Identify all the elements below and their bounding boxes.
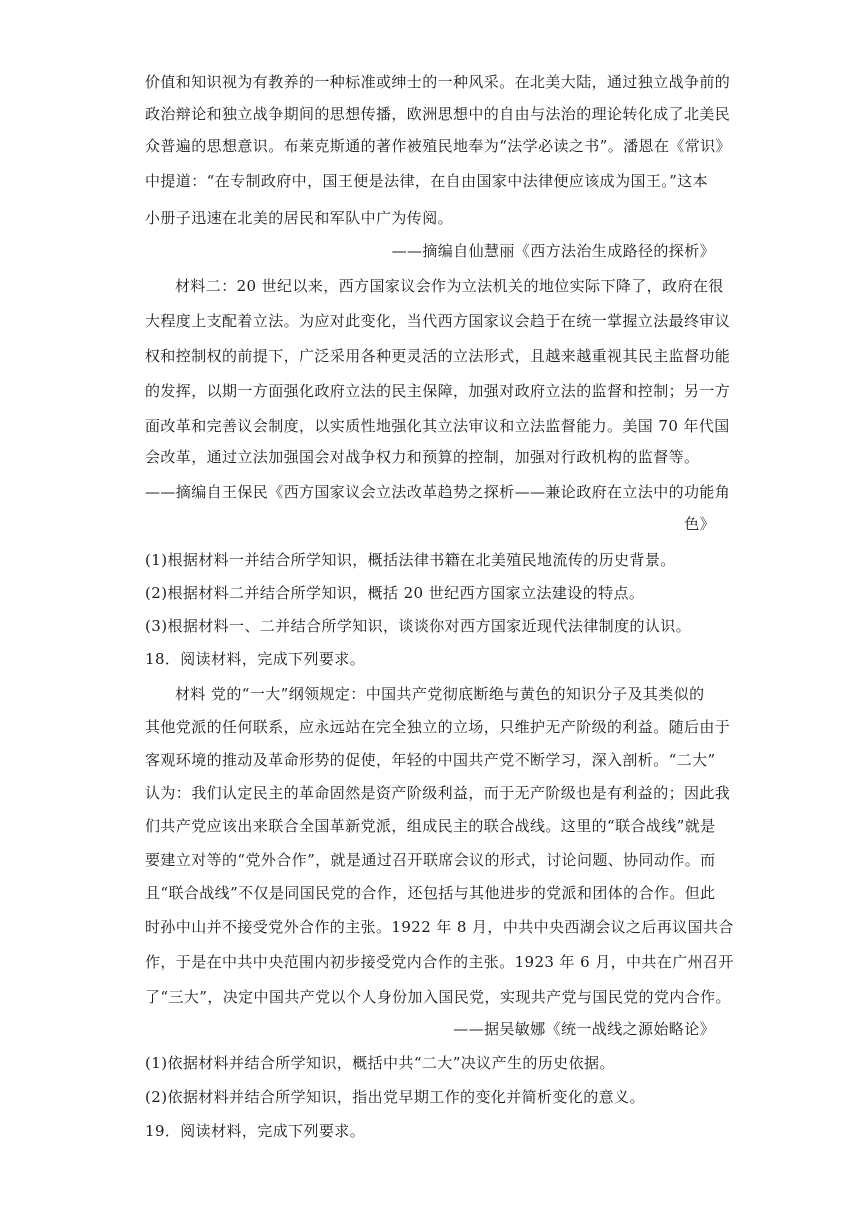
q18-material-line: 认为：我们认定民主的革命固然是资产阶级利益，而于无产阶级也是有利益的；因此我 [145, 784, 731, 802]
material2-line: 材料二：20 世纪以来，西方国家议会作为立法机关的地位实际下降了，政府在很 [175, 277, 724, 295]
question-17-2: (2)根据材料二并结合所学知识，概括 20 世纪西方国家立法建设的特点。 [145, 584, 645, 602]
q18-material-line: 要建立对等的“党外合作”，就是通过召开联席会议的形式，讨论问题、协同动作。而 [145, 851, 716, 869]
q18-material-line: 其他党派的任何联系，应永远站在完全独立的立场，只维护无产阶级的利益。随后由于 [145, 718, 731, 736]
q18-material-line: 客观环境的推动及革命形势的促使，年轻的中国共产党不断学习，深入剖析。“二大” [145, 751, 716, 769]
q18-material-line: 们共产党应该出来联合全国革新党派，组成民主的联合战线。这里的“联合战线”就是 [145, 817, 716, 835]
material1-line: 政治辩论和独立战争期间的思想传播，欧洲思想中的自由与法治的理论转化成了北美民 [145, 105, 731, 123]
material1-line: 众普遍的思想意识。布莱克斯通的著作被殖民地奉为“法学必读之书”。潘恩在《常识》 [145, 137, 731, 155]
q18-source: ——据吴敏娜《统一战线之源始略论》 [453, 1020, 715, 1038]
material2-line: 权和控制权的前提下，广泛采用各种更灵活的立法形式，且越来越重视其民主监督功能 [145, 347, 731, 365]
material1-source: ——摘编自仙慧丽《西方法治生成路径的探析》 [391, 242, 715, 260]
question-19-header: 19．阅读材料，完成下列要求。 [145, 1122, 366, 1140]
q18-material-line: 时孙中山并不接受党外合作的主张。1922 年 8 月，中共中央西湖会议之后再议国共合 [145, 918, 734, 936]
material1-line: 价值和知识视为有教养的一种标准或绅士的一种风采。在北美大陆，通过独立战争前的 [145, 73, 731, 91]
material2-line: 大程度上支配着立法。为应对此变化，当代西方国家议会趋于在统一掌握立法最终审议 [145, 312, 731, 330]
question-17-3: (3)根据材料一、二并结合所学知识，谈谈你对西方国家近现代法律制度的认识。 [145, 617, 692, 635]
q18-material-line: 作，于是在中共中央范围内初步接受党内合作的主张。1923 年 6 月，中共在广州召开 [145, 953, 734, 971]
q18-material-line: 材料 党的“一大”纲领规定：中国共产党彻底断绝与黄色的知识分子及其类似的 [175, 685, 705, 703]
q18-material-line: 且“联合战线”不仅是同国民党的合作，还包括与其他进步的党派和团体的合作。但此 [145, 884, 716, 902]
material2-source-cont: 色》 [684, 515, 715, 533]
material2-line: 会改革，通过立法加强国会对战争权力和预算的控制，加强对行政机构的监督等。 [145, 448, 700, 466]
material2-line: 的发挥，以期一方面强化政府立法的民主保障，加强对政府立法的监督和控制；另一方 [145, 382, 731, 400]
q18-material-line: 了“三大”，决定中国共产党以个人身份加入国民党，实现共产党与国民党的党内合作。 [145, 988, 731, 1006]
question-18-2: (2)依据材料并结合所学知识，指出党早期工作的变化并简析变化的意义。 [145, 1088, 645, 1106]
question-18-1: (1)依据材料并结合所学知识，概括中共“二大”决议产生的历史依据。 [145, 1054, 615, 1072]
question-18-header: 18．阅读材料，完成下列要求。 [145, 650, 366, 668]
material2-line: 面改革和完善议会制度，以实质性地强化其立法审议和立法监督能力。美国 70 年代国 [145, 417, 730, 435]
material2-source: ——摘编自王保民《西方国家议会立法改革趋势之探析——兼论政府在立法中的功能角 [145, 483, 731, 501]
question-17-1: (1)根据材料一并结合所学知识，概括法律书籍在北美殖民地流传的历史背景。 [145, 551, 676, 569]
material1-line: 中提道：“在专制政府中，国王便是法律，在自由国家中法律便应该成为国王。”这本 [145, 172, 709, 190]
material1-line: 小册子迅速在北美的居民和军队中广为传阅。 [145, 209, 454, 227]
